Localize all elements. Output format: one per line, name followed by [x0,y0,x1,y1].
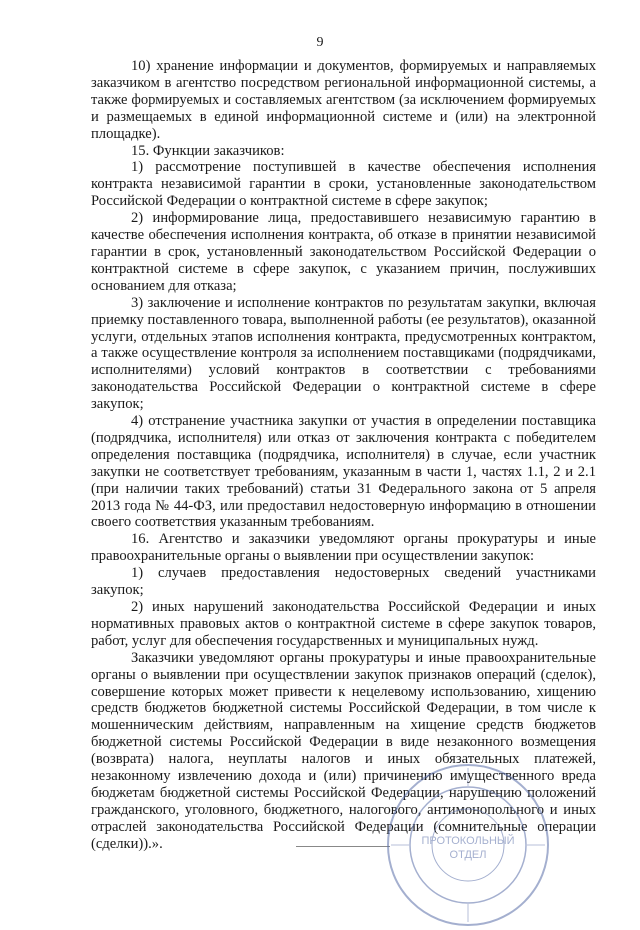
separator-line [296,846,390,847]
paragraph-item-1-guarantee-review: 1) рассмотрение поступившей в качестве обеспечения исполнения контракта независимой гарантии в сроки, установленные законодательством Российской Федерации о контрактной системе в сфере закупок; [91,159,596,210]
paragraph-suspicious-operations: Заказчики уведомляют органы прокуратуры и иные правоохранительные органы о выявлении при осуществлении закупок признаков операций (сделок), совершение которых может привести к нецелевому использованию, хищению средств бюджетов бюджетной системы Российской Федерации, в том числе к мошенническим действиям, направленным на хищение средств бюджетов бюджетной системы Российской Федерации в виде незаконного возмещения (возврата) налога, неуплаты налогов и иных обязательных платежей, незаконному извлечению дохода и (или) причинению имущественного вреда бюджетам бюджетной системы Российской Федерации, нарушению положений гражданского, уголовного, бюджетного, налогового, антимонопольного и иных отраслей законодательства Российской Федерации (сомнительные операции (сделки)).». [91,649,596,852]
document-body [91,58,596,853]
paragraph-item-10-storage: 10) хранение информации и документов, формируемых и направляемых заказчиком в агентство посредством региональной информационной системы, а также формируемых и составляемых агентством (за исключением формируемых и размещаемых в единой информационной системе и (или) на электронной площадке). [91,58,596,142]
paragraph-section-15-heading: 15. Функции заказчиков: [131,142,285,159]
paragraph-item-1-false-info: 1) случаев предоставления недостоверных сведений участниками закупок; [91,565,596,599]
paragraph-item-3-contracts: 3) заключение и исполнение контрактов по результатам закупки, включая приемку поставленного товара, выполненной работы (ее результатов), оказанной услуги, отдельных этапов исполнения контракта, предусмотренных контрактом, а также осуществление контроля за исполнением поставщиками (подрядчиками, исполнителями) условий контрактов в соответствии с требованиями законодательства Российской Федерации о контрактной системе в сфере закупок; [91,294,596,413]
stamp-text-line1: ПРОТОКОЛЬНЫЙ [421,835,515,847]
paragraph-item-2-guarantee-refusal: 2) информирование лица, предоставившего независимую гарантию в качестве обеспечения исполнения контракта, об отказе в принятии независимой гарантии в срок, установленный законодательством Российской Федерации о контрактной системе в сфере закупок, с указанием причин, послуживших основанием для отказа; [91,210,596,294]
paragraph-item-4-disqualification: 4) отстранение участника закупки от участия в определении поставщика (подрядчика, исполнителя) или отказ от заключения контракта с победителем определения поставщика (подрядчика, исполнителя) в случае, если участник закупки не соответствует требованиям, указанным в части 1, частях 1.1, 2 и 2.1 (при наличии таких требований) статьи 31 Федерального закона от 5 апреля 2013 года № 44-ФЗ, или предоставил недостоверную информацию в отношении своего соответствия указанным требованиям. [91,413,596,531]
paragraph-section-16-heading: 16. Агентство и заказчики уведомляют органы прокуратуры и иные правоохранительные органы о выявлении при осуществлении закупок: [91,531,596,565]
page-number: 9 [316,35,324,50]
stamp-text-line2: ОТДЕЛ [449,849,487,861]
paragraph-item-2-other-violations: 2) иных нарушений законодательства Российской Федерации и иных нормативных правовых актов о контрактной системе в сфере закупок товаров, работ, услуг для обеспечения государственных и муниципальных нужд. [91,599,596,649]
